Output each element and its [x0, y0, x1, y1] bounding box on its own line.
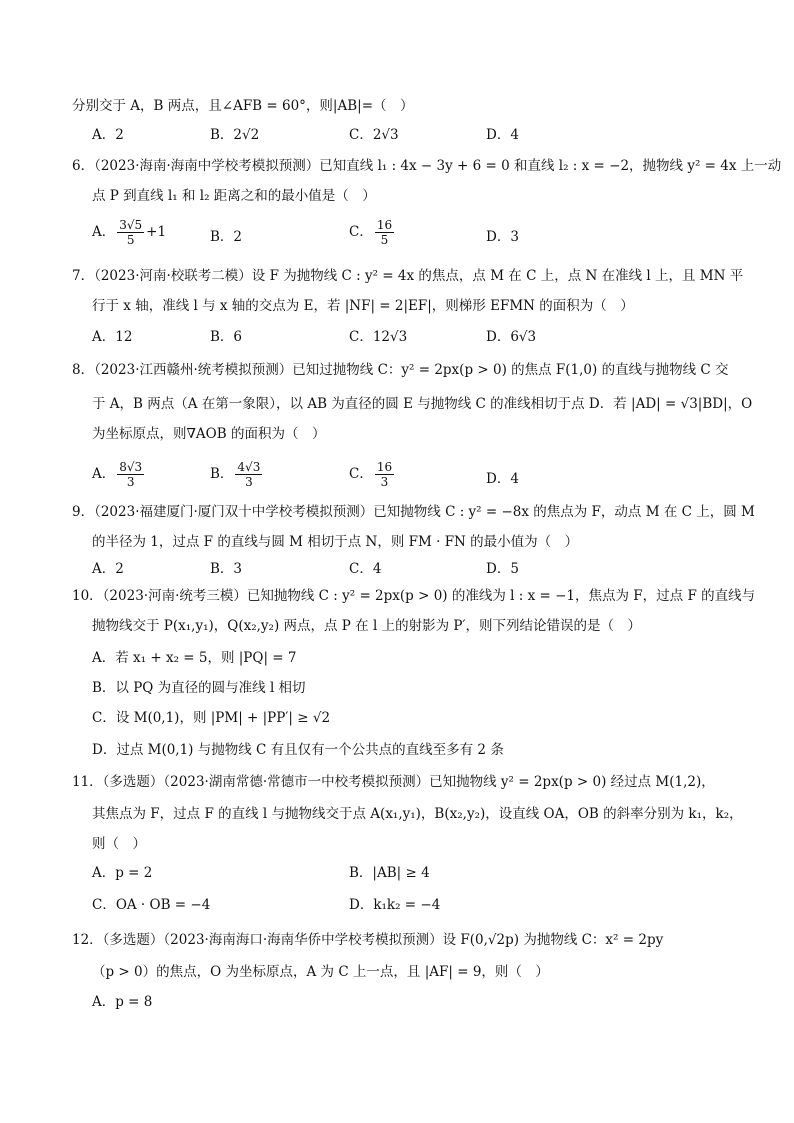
q9-stem-line1: 9．（2023·福建厦门·厦门双十中学校考模拟预测）已知抛物线 C : y² = −8x 的焦点为 F，动点 M 在 C 上，圆 M: [72, 504, 755, 520]
q5-option-b[interactable]: B．2√2: [210, 127, 260, 143]
q9-options: [92, 558, 742, 580]
q8-stem-line1: 8．（2023·江西赣州·统考模拟预测）已知过抛物线 C：y² = 2px(p > 0) 的焦点 F(1,0) 的直线与抛物线 C 交: [72, 362, 729, 378]
q10-stem-line2: 抛物线交于 P(x₁,y₁)，Q(x₂,y₂) 两点，点 P 在 l 上的射影为 P′，则下列结论错误的是（ ）: [92, 618, 642, 634]
q11-option-b[interactable]: B．|AB| ≥ 4: [349, 865, 430, 881]
q6-option-d[interactable]: D．3: [486, 229, 519, 245]
q10-option-c[interactable]: C．设 M(0,1)，则 |PM| + |PP′| ≥ √2: [92, 710, 331, 726]
q5-stem-tail: 分别交于 A，B 两点，且∠AFB = 60°，则|AB|=（ ）: [72, 98, 414, 114]
q11-option-c[interactable]: C．OA · OB = −4: [92, 897, 211, 913]
q9-option-c[interactable]: C．4: [349, 561, 382, 577]
q6-option-b[interactable]: B．2: [210, 229, 243, 245]
q10-option-a[interactable]: A．若 x₁ + x₂ = 5，则 |PQ| = 7: [92, 650, 297, 666]
q11-stem-line3: 则（ ）: [92, 836, 146, 852]
q10-stem-line1: 10．（2023·河南·统考三模）已知抛物线 C : y² = 2px(p > 0) 的准线为 l : x = −1，焦点为 F，过点 F 的直线与: [72, 588, 756, 604]
q8-option-b[interactable]: B． $\frac{4√3}{3}$: [210, 460, 261, 489]
q9-stem-line2: 的半径为 1，过点 F 的直线与圆 M 相切于点 N，则 FM · FN 的最小值为（ ）: [92, 534, 579, 550]
q6-option-c[interactable]: C． $\frac{16}{5}$: [349, 218, 393, 247]
q9-option-a[interactable]: A．2: [92, 561, 124, 577]
q7-options: [92, 326, 742, 348]
q8-option-c-fraction: $\frac{16}{3}$: [376, 460, 393, 489]
q6-stem-line1: 6．（2023·海南·海南中学校考模拟预测）已知直线 l₁ : 4x − 3y + 6 = 0 和直线 l₂ : x = −2，抛物线 y² = 4x 上一动: [72, 158, 782, 174]
q5-option-a[interactable]: A．2: [92, 127, 124, 143]
q6-option-a-fraction: $\frac{3√5}{5}$: [119, 218, 143, 247]
q10-option-b[interactable]: B．以 PQ 为直径的圆与准线 l 相切: [92, 680, 306, 696]
q5-option-c[interactable]: C．2√3: [349, 127, 399, 143]
q8-stem-line3: 为坐标原点，则∇AOB 的面积为（ ）: [92, 426, 326, 442]
q5-option-d[interactable]: D．4: [486, 127, 519, 143]
q6-options: [92, 218, 742, 248]
q6-option-a[interactable]: A． $\frac{3√5}{5}$ +1: [92, 218, 167, 247]
q7-stem-line2: 行于 x 轴，准线 l 与 x 轴的交点为 E，若 |NF| = 2|EF|，则梯形 EFMN 的面积为（ ）: [92, 298, 634, 314]
q12-option-a[interactable]: A．p = 8: [92, 994, 153, 1010]
q8-option-b-fraction: $\frac{4√3}{3}$: [237, 460, 261, 489]
q8-option-c[interactable]: C． $\frac{16}{3}$: [349, 460, 393, 489]
q7-option-b[interactable]: B．6: [210, 329, 243, 345]
q7-stem-line1: 7．（2023·河南·校联考二模）设 F 为抛物线 C : y² = 4x 的焦点，点 M 在 C 上，点 N 在准线 l 上，且 MN 平: [72, 268, 744, 284]
q11-options-row2: [92, 894, 742, 916]
q12-stem-line1: 12．（多选题）（2023·海南海口·海南华侨中学校考模拟预测）设 F(0,√2p) 为抛物线 C：x² = 2py: [72, 932, 664, 948]
q8-stem-line2: 于 A，B 两点（A 在第一象限），以 AB 为直径的圆 E 与抛物线 C 的准线相切于点 D．若 |AD| = √3|BD|，O: [92, 396, 753, 412]
q11-option-d[interactable]: D．k₁k₂ = −4: [349, 897, 441, 913]
q6-stem-line2: 点 P 到直线 l₁ 和 l₂ 距离之和的最小值是（ ）: [92, 188, 376, 204]
q8-options: [92, 460, 742, 490]
q10-option-d[interactable]: D．过点 M(0,1) 与抛物线 C 有且仅有一个公共点的直线至多有 2 条: [92, 742, 504, 758]
q11-stem-line1: 11．（多选题）（2023·湖南常德·常德市一中校考模拟预测）已知抛物线 y² = 2px(p > 0) 经过点 M(1,2)，: [72, 774, 715, 790]
q7-option-c[interactable]: C．12√3: [349, 329, 408, 345]
q7-option-a[interactable]: A．12: [92, 329, 133, 345]
q11-stem-line2: 其焦点为 F，过点 F 的直线 l 与抛物线交于点 A(x₁,y₁)，B(x₂,y₂)，设直线 OA，OB 的斜率分别为 k₁，k₂，: [92, 806, 743, 822]
q7-option-d[interactable]: D．6√3: [486, 329, 537, 345]
q8-option-a-fraction: $\frac{8√3}{3}$: [119, 460, 143, 489]
q9-option-b[interactable]: B．3: [210, 561, 243, 577]
q11-option-a[interactable]: A．p = 2: [92, 865, 153, 881]
q8-option-a[interactable]: A． $\frac{8√3}{3}$: [92, 460, 143, 489]
q9-option-d[interactable]: D．5: [486, 561, 519, 577]
q12-stem-line2: （p > 0）的焦点，O 为坐标原点，A 为 C 上一点，且 |AF| = 9，则（ ）: [92, 964, 549, 980]
q5-options: [92, 124, 742, 146]
q11-options-row1: [92, 862, 742, 884]
q8-option-d[interactable]: D．4: [486, 471, 519, 487]
q6-option-c-fraction: $\frac{16}{5}$: [376, 218, 393, 247]
